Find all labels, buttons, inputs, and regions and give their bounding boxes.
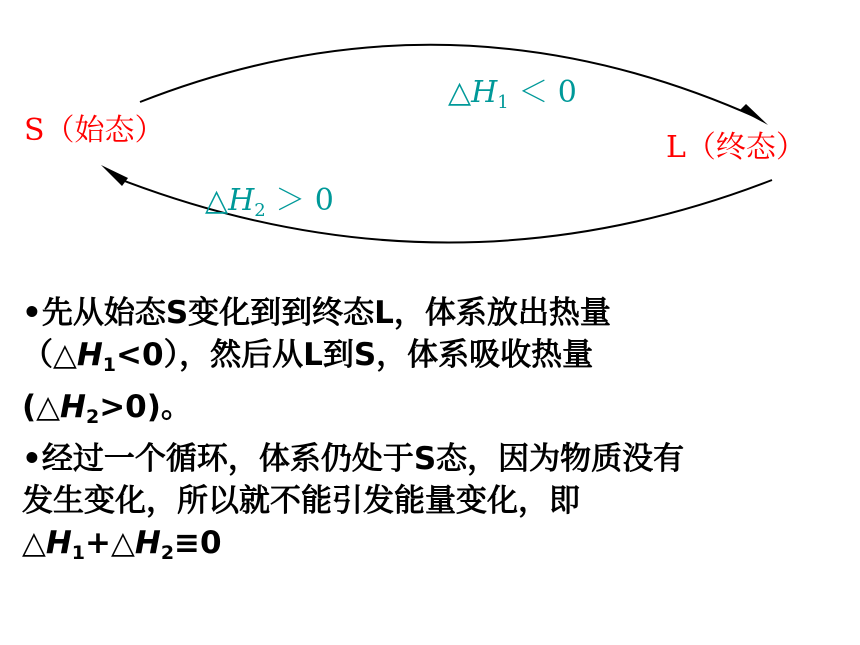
paragraph-2-line-3 bbox=[22, 522, 842, 574]
paragraph-1-line-1: •先从始态S变化到到终态L，体系放出热量 bbox=[22, 295, 611, 331]
enthalpy-variable: H bbox=[228, 183, 255, 218]
paragraph-1 bbox=[22, 292, 842, 438]
text-span: >0)。 bbox=[99, 389, 192, 425]
enthalpy-variable: H bbox=[45, 525, 72, 561]
paragraph-2-line-2: 发生变化，所以就不能引发能量变化，即 bbox=[22, 483, 580, 519]
relation: ＜ 0 bbox=[518, 75, 577, 110]
end-state-label: L（终态） bbox=[666, 130, 806, 165]
paragraph-1-line-2 bbox=[22, 334, 842, 386]
text-span: （△ bbox=[22, 337, 77, 373]
delta-h2-label bbox=[205, 183, 334, 221]
text-span: △ bbox=[22, 525, 46, 561]
forward-arrowhead bbox=[740, 104, 768, 125]
subscript: 1 bbox=[497, 92, 509, 113]
delta-symbol: △ bbox=[205, 183, 229, 218]
enthalpy-variable: H bbox=[134, 525, 161, 561]
relation: ＞ 0 bbox=[275, 183, 334, 218]
paragraph-1-line-3 bbox=[22, 386, 842, 438]
text-span: ≡0 bbox=[174, 525, 222, 561]
start-state-label: S（始态） bbox=[24, 113, 165, 148]
paragraph-2-line-1: •经过一个循环，体系仍处于S态，因为物质没有 bbox=[22, 441, 685, 477]
delta-symbol: △ bbox=[448, 75, 472, 110]
subscript: 2 bbox=[160, 542, 175, 564]
delta-h1-label bbox=[448, 75, 577, 113]
paragraph-2 bbox=[22, 438, 842, 574]
text-span: +△ bbox=[85, 525, 135, 561]
enthalpy-variable: H bbox=[60, 389, 86, 425]
subscript: 2 bbox=[85, 406, 100, 428]
subscript: 1 bbox=[71, 542, 86, 564]
subscript: 2 bbox=[254, 200, 266, 221]
subscript: 1 bbox=[102, 354, 117, 376]
text-span: (△ bbox=[22, 389, 61, 425]
text-span: <0），然后从L到S，体系吸收热量 bbox=[116, 337, 594, 373]
backward-arrowhead bbox=[101, 165, 128, 186]
enthalpy-variable: H bbox=[471, 75, 498, 110]
enthalpy-variable: H bbox=[76, 337, 103, 373]
